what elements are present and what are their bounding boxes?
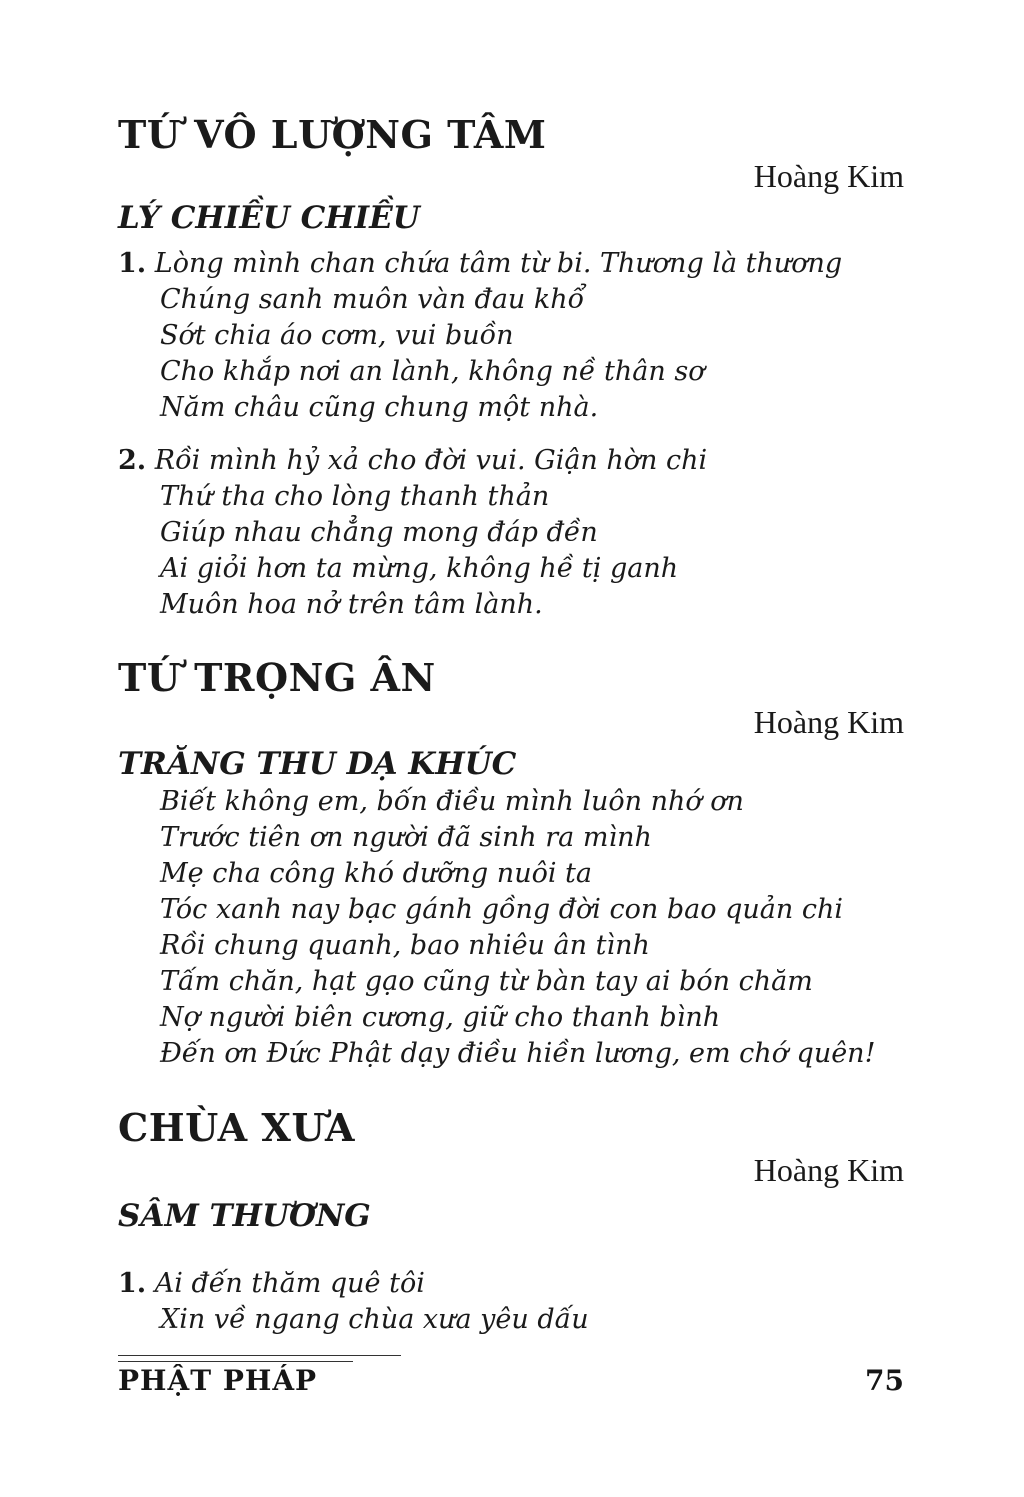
verse-line: Tấm chăn, hạt gạo cũng từ bàn tay ai bón chăm <box>160 966 813 997</box>
verse-number: 1. <box>118 248 147 279</box>
verse-line: Thứ tha cho lòng thanh thản <box>160 481 550 512</box>
verse-line: Giúp nhau chẳng mong đáp đền <box>160 517 598 548</box>
section-title: TỨ TRỌNG ÂN <box>118 655 436 700</box>
tune-name: LÝ CHIỀU CHIỀU <box>118 200 420 236</box>
tune-name: TRĂNG THU DẠ KHÚC <box>118 746 517 782</box>
verse-text: Ai đến thăm quê tôi <box>154 1268 425 1299</box>
verse-line: Tóc xanh nay bạc gánh gồng đời con bao quản chi <box>160 894 843 925</box>
verse-text: Lòng mình chan chứa tâm từ bi. Thương là thương <box>154 248 843 279</box>
verse-line: Muôn hoa nở trên tâm lành. <box>160 589 543 620</box>
verse-line: Rồi chung quanh, bao nhiêu ân tình <box>160 930 650 961</box>
section-title: CHÙA XƯA <box>118 1105 355 1150</box>
footer-rule <box>118 1355 401 1356</box>
verse-line <box>118 1268 425 1299</box>
verse-number: 1. <box>118 1268 147 1299</box>
verse-line: Mẹ cha công khó dưỡng nuôi ta <box>160 858 592 889</box>
author-name: Hoàng Kim <box>753 1152 904 1188</box>
verse-line: Xin về ngang chùa xưa yêu dấu <box>160 1304 589 1335</box>
verse-line: Cho khắp nơi an lành, không nề thân sơ <box>160 356 705 387</box>
verse-number: 2. <box>118 445 147 476</box>
author-name: Hoàng Kim <box>753 158 904 194</box>
verse-line: Biết không em, bốn điều mình luôn nhớ ơn <box>160 786 744 817</box>
verse-text: Rồi mình hỷ xả cho đời vui. Giận hờn chi <box>154 445 708 476</box>
verse-line: Trước tiên ơn người đã sinh ra mình <box>160 822 652 853</box>
verse-line: Năm châu cũng chung một nhà. <box>160 392 599 423</box>
footer-rule <box>118 1361 353 1362</box>
tune-name: SÂM THƯƠNG <box>118 1198 371 1234</box>
verse-line: Ai giỏi hơn ta mừng, không hề tị ganh <box>160 553 679 584</box>
verse-line <box>118 248 842 279</box>
author-name: Hoàng Kim <box>753 704 904 740</box>
verse-line: Nợ người biên cương, giữ cho thanh bình <box>160 1002 721 1033</box>
verse-line: Sớt chia áo cơm, vui buồn <box>160 320 514 351</box>
verse-line: Chúng sanh muôn vàn đau khổ <box>160 284 585 315</box>
verse-line: Đến ơn Đức Phật dạy điều hiền lương, em chớ quên! <box>160 1038 876 1069</box>
verse-line <box>118 445 707 476</box>
section-title: TỨ VÔ LƯỢNG TÂM <box>118 112 547 157</box>
page-number: 75 <box>865 1364 904 1397</box>
footer-title: PHẬT PHÁP <box>118 1364 318 1397</box>
